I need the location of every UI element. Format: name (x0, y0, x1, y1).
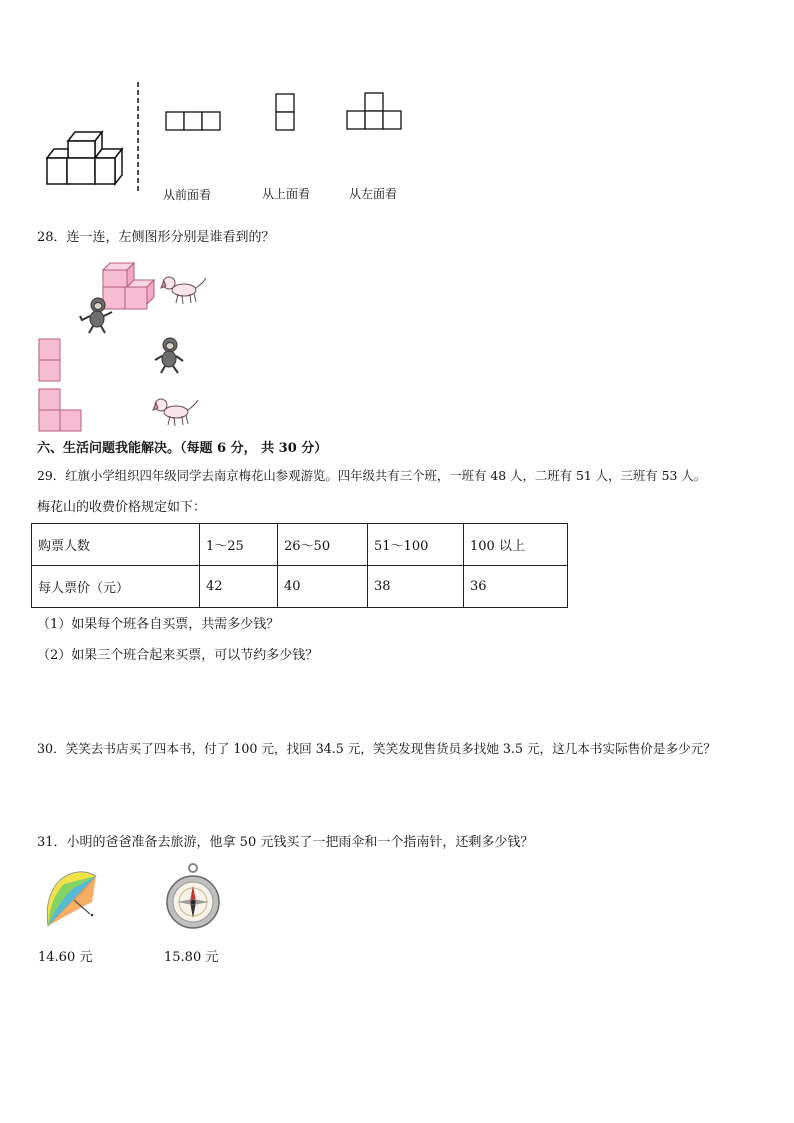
umbrella-price: 14.60 元 (38, 950, 93, 965)
table-cell: 51～100 (368, 524, 464, 566)
table-row (32, 524, 568, 566)
q30-text: 30．笑笑去书店买了四本书，付了 100 元，找回 34.5 元，笑笑发现售货员多找她 3.5 元，这几本书实际售价是多少元？ (37, 741, 716, 756)
table-cell: 26～50 (278, 524, 368, 566)
top-view-shape (275, 93, 295, 131)
front-view-shape (165, 111, 221, 131)
umbrella-icon (40, 866, 100, 932)
price-table (31, 523, 568, 608)
table-cell: 36 (464, 566, 568, 608)
table-row (32, 566, 568, 608)
q29-text: 29．红旗小学组织四年级同学去南京梅花山参观游览。四年级共有三个班，一班有 48 人，二班有 51 人，三班有 53 人。 (37, 468, 707, 483)
table-cell: 100 以上 (464, 524, 568, 566)
table-cell: 38 (368, 566, 464, 608)
table-cell: 42 (200, 566, 278, 608)
q29-sub-question-2: （2）如果三个班合起来买票，可以节约多少钱？ (37, 648, 319, 663)
monkey-icon (78, 296, 118, 336)
table-cell: 每人票价（元） (32, 566, 200, 608)
compass-icon (165, 862, 221, 932)
cube-stack-figure (40, 125, 130, 190)
q31-text: 31．小明的爸爸准备去旅游，他拿 50 元钱买了一把雨伞和一个指南针，还剩多少钱？ (37, 835, 534, 850)
table-cell: 购票人数 (32, 524, 200, 566)
dog-icon (152, 394, 200, 430)
monkey-icon (150, 336, 190, 376)
q28-prompt: 28．连一连，左侧图形分别是谁看到的？ (37, 230, 275, 245)
view-label-front: 从前面看 (163, 188, 212, 202)
pink-view-two-stacked (38, 338, 62, 382)
view-label-left: 从左面看 (349, 187, 398, 201)
pink-view-l-shape (38, 388, 84, 432)
dog-icon (160, 272, 208, 308)
table-cell: 40 (278, 566, 368, 608)
left-view-shape (346, 92, 402, 130)
section-heading: 六、生活问题我能解决。（每题 6 分， 共 30 分） (37, 441, 328, 456)
q29-sub-question-1: （1）如果每个班各自买票，共需多少钱？ (37, 617, 280, 632)
view-label-top: 从上面看 (262, 187, 311, 201)
q29-text-cont: 梅花山的收费价格规定如下： (37, 500, 207, 515)
divider-dashed-line (136, 82, 140, 192)
compass-price: 15.80 元 (164, 950, 219, 965)
table-cell: 1～25 (200, 524, 278, 566)
